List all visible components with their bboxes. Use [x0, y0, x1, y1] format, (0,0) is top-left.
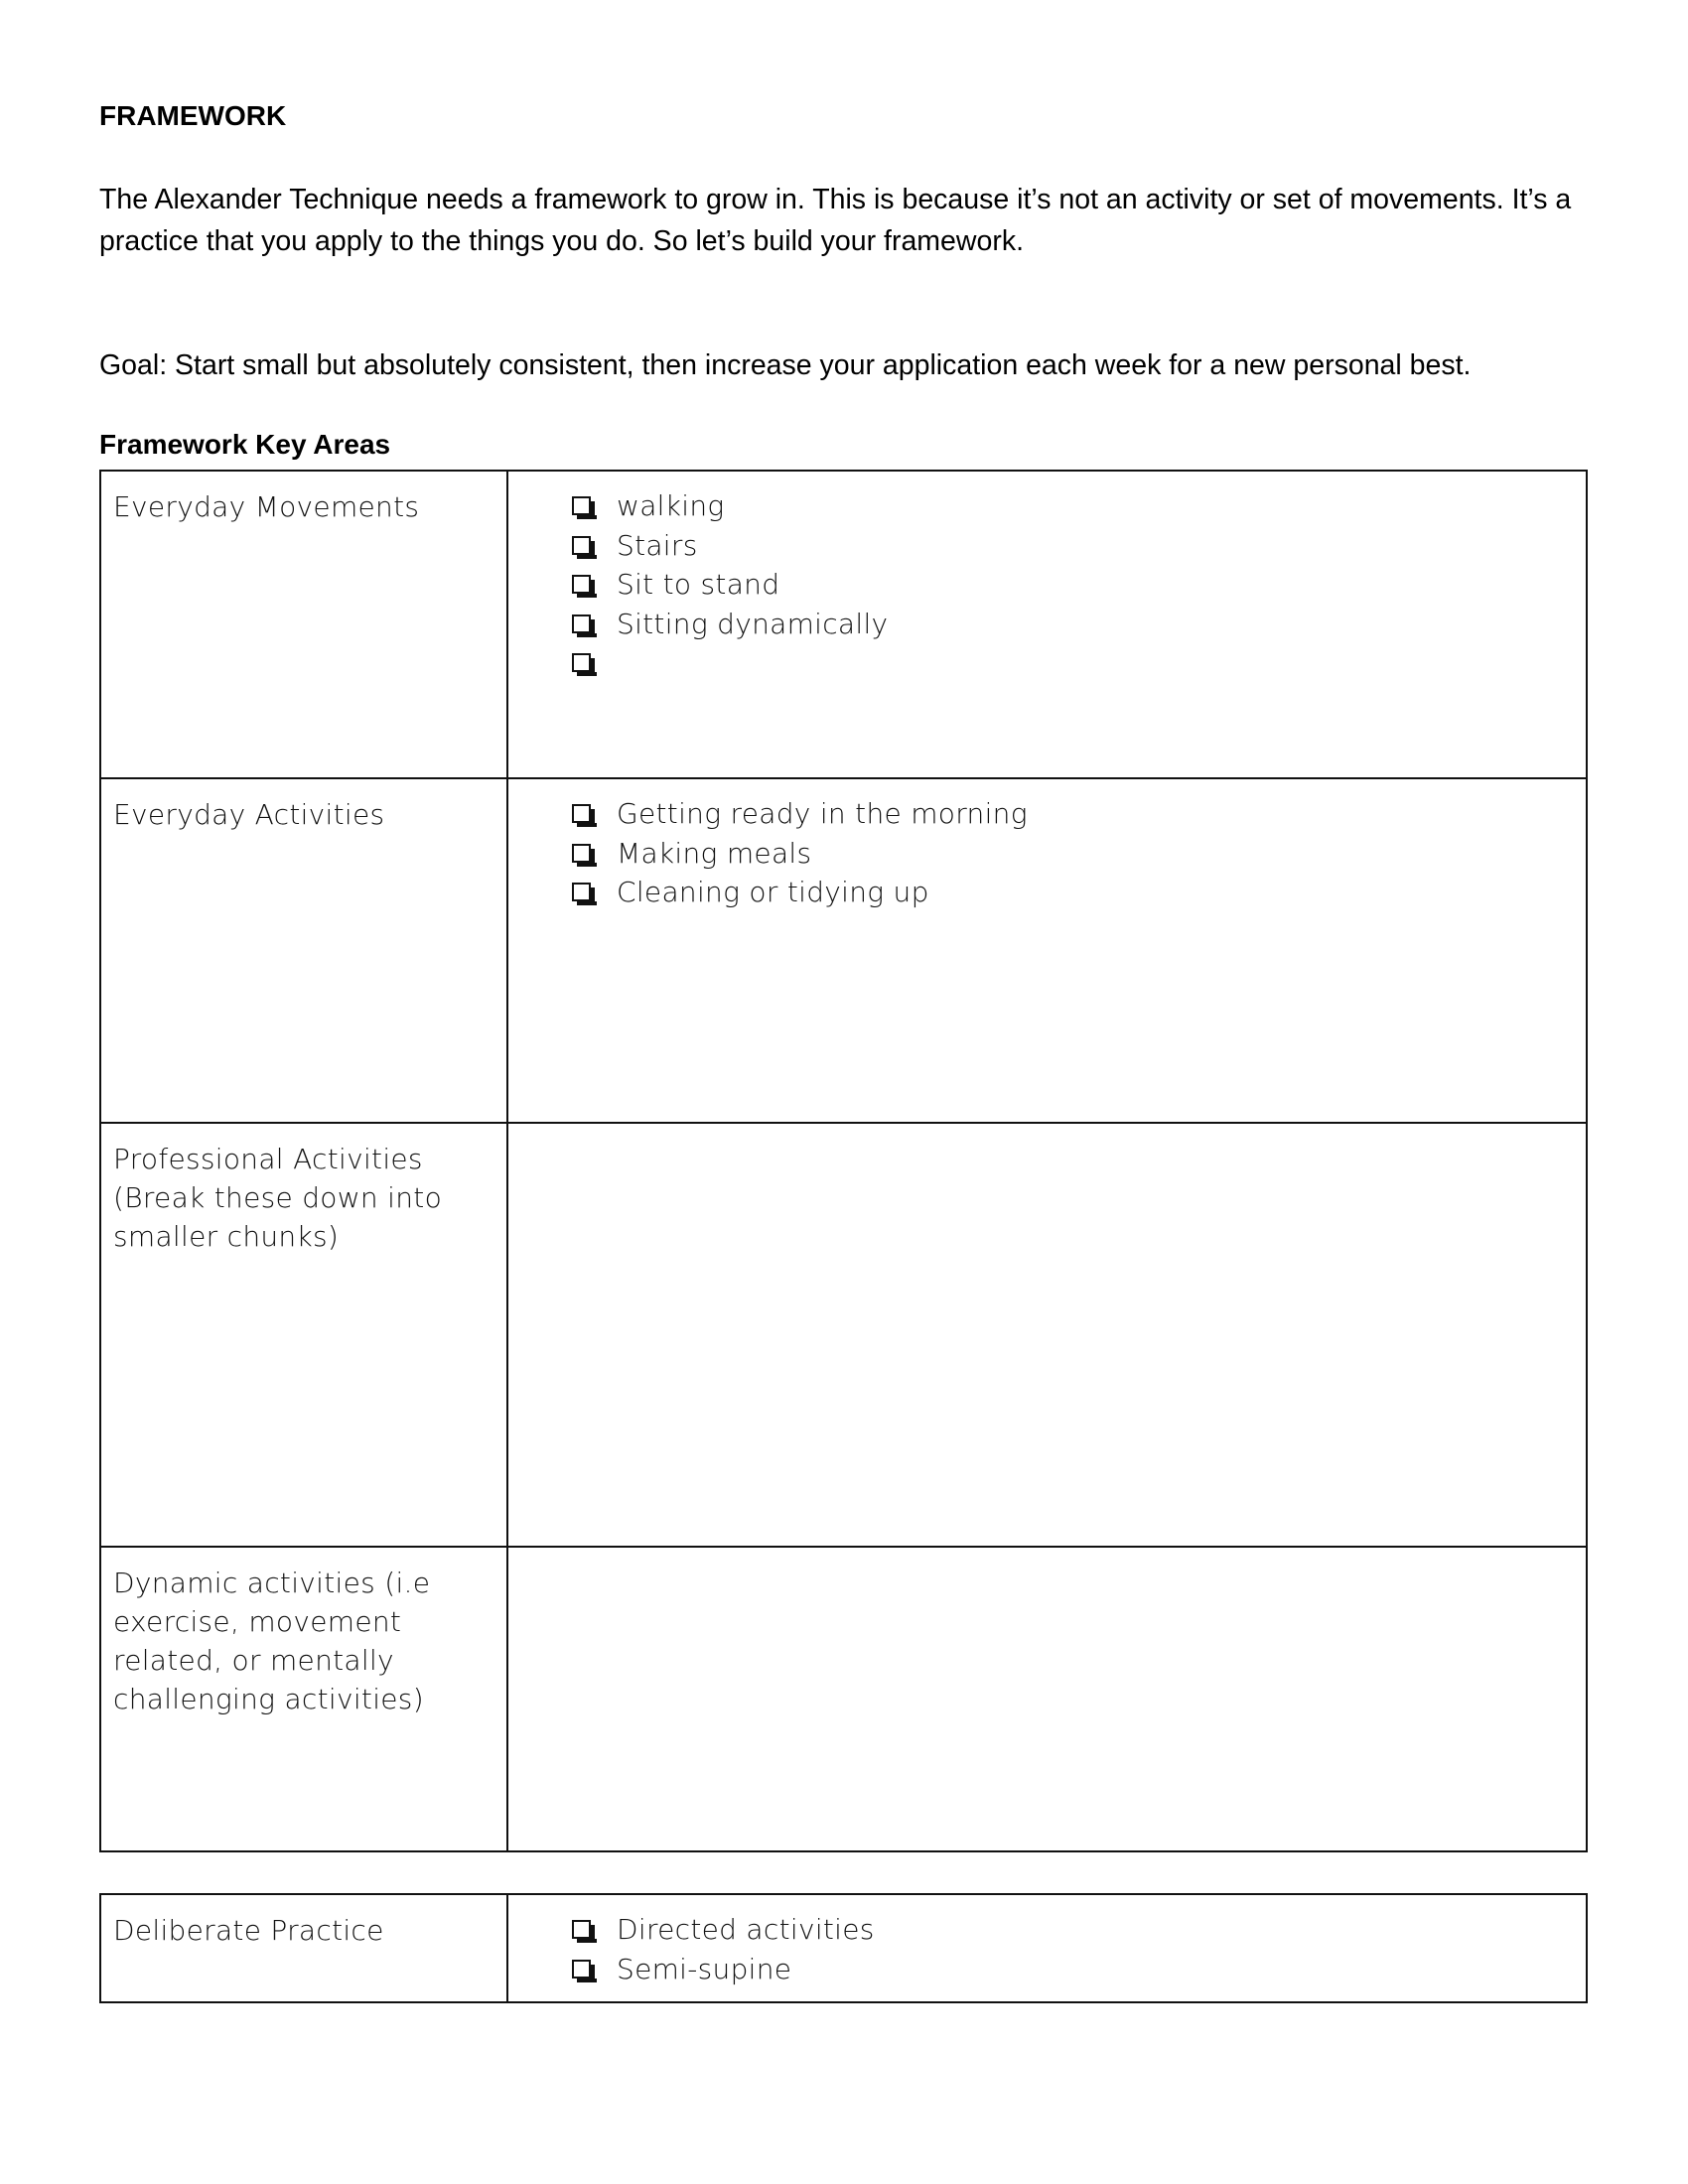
checkbox-icon[interactable]: [572, 614, 591, 633]
checkbox-icon[interactable]: [572, 844, 591, 863]
area-label-cell: [100, 1123, 507, 1547]
area-label: Everyday Movements: [113, 490, 420, 523]
checklist-item[interactable]: [572, 526, 1586, 566]
checkbox-icon[interactable]: [572, 536, 591, 555]
checklist-item[interactable]: [572, 605, 1586, 644]
area-label-cell: [100, 471, 507, 778]
checklist-item-label: Semi-supine: [617, 1952, 792, 1985]
checkbox-icon[interactable]: [572, 804, 591, 823]
checklist-item-label: Sit to stand: [617, 568, 780, 602]
checklist-item-label: Getting ready in the morning: [617, 797, 1028, 831]
area-items-cell[interactable]: [507, 1123, 1587, 1547]
table-row: [100, 778, 1587, 1123]
checklist-item-label: walking: [617, 489, 725, 523]
checklist: [508, 779, 1586, 912]
area-label: Professional Activities (Break these down into smaller chunks): [113, 1143, 443, 1253]
area-label: Deliberate Practice: [113, 1914, 384, 1947]
checklist-item[interactable]: [572, 1950, 1586, 1989]
checklist-item-label: Cleaning or tidying up: [617, 876, 929, 909]
area-items-cell[interactable]: [507, 1547, 1587, 1851]
checkbox-icon[interactable]: [572, 883, 591, 901]
deliberate-practice-table: [99, 1893, 1588, 2003]
area-label-cell: [100, 1894, 507, 2002]
intro-paragraph: The Alexander Technique needs a framework to grow in. This is because it’s not an activity or set of movements. It’s a practice that you apply to the things you do. So let’s build your framework.: [99, 184, 1572, 257]
checklist: [508, 1895, 1586, 1988]
checklist-item[interactable]: [572, 794, 1586, 834]
checklist-item-label: Directed activities: [617, 1913, 875, 1947]
checkbox-icon[interactable]: [572, 653, 591, 672]
goal-paragraph: Goal: Start small but absolutely consistent, then increase your application each week for a new personal best.: [99, 349, 1472, 381]
checklist-item-label: Making meals: [617, 836, 812, 870]
table-row: [100, 1547, 1587, 1851]
area-label: Dynamic activities (i.e exercise, movement related, or mentally challenging activities): [113, 1567, 431, 1715]
table-row: [100, 1894, 1587, 2002]
checkbox-icon[interactable]: [572, 1920, 591, 1939]
checklist-item[interactable]: [572, 1910, 1586, 1950]
key-areas-table: [99, 470, 1588, 1852]
checklist-item[interactable]: [572, 486, 1586, 526]
checklist-item-label: Stairs: [617, 528, 698, 562]
area-items-cell: [507, 1894, 1587, 2002]
section-heading: Framework Key Areas: [99, 429, 391, 460]
table-row: [100, 471, 1587, 778]
checklist-item[interactable]: [572, 565, 1586, 605]
checkbox-icon[interactable]: [572, 496, 591, 515]
area-items-cell: [507, 778, 1587, 1123]
checkbox-icon[interactable]: [572, 575, 591, 594]
checklist-item-label: Sitting dynamically: [617, 607, 889, 640]
checklist-item[interactable]: [572, 834, 1586, 874]
area-items-cell: [507, 471, 1587, 778]
checkbox-icon[interactable]: [572, 1960, 591, 1979]
checklist-item[interactable]: [572, 873, 1586, 912]
checklist: [508, 472, 1586, 683]
area-label: Everyday Activities: [113, 798, 385, 831]
area-label-cell: [100, 778, 507, 1123]
document-title: FRAMEWORK: [99, 100, 287, 131]
area-label-cell: [100, 1547, 507, 1851]
checklist-item[interactable]: [572, 643, 1586, 683]
table-row: [100, 1123, 1587, 1547]
